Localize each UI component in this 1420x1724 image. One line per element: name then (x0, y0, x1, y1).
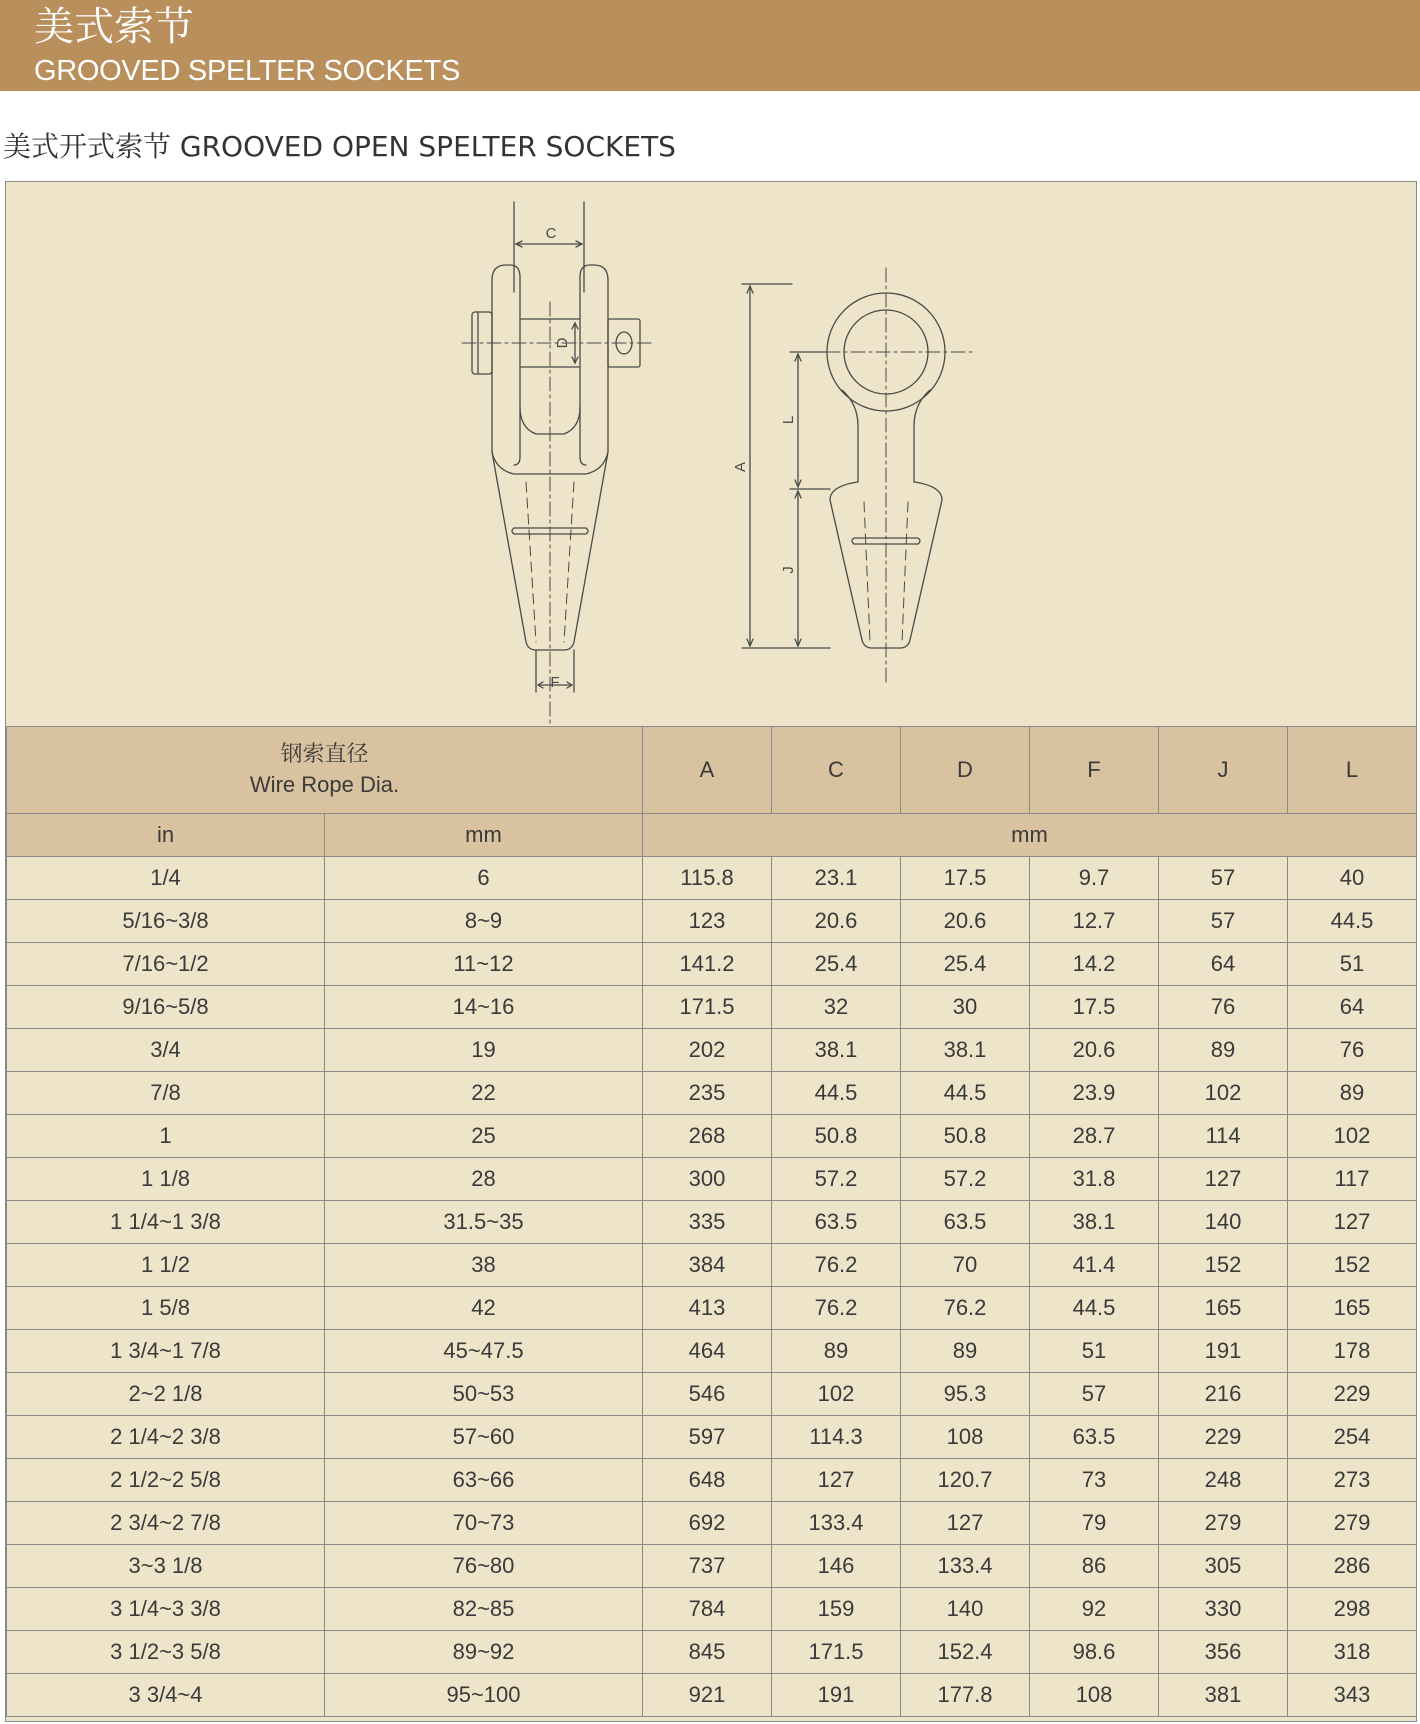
cell-c: 89 (772, 1330, 901, 1373)
cell-d: 76.2 (901, 1287, 1030, 1330)
cell-mm: 57~60 (325, 1416, 643, 1459)
cell-d: 133.4 (901, 1545, 1030, 1588)
cell-d: 70 (901, 1244, 1030, 1287)
cell-c: 25.4 (772, 943, 901, 986)
cell-c: 127 (772, 1459, 901, 1502)
cell-in: 3~3 1/8 (7, 1545, 325, 1588)
cell-d: 17.5 (901, 857, 1030, 900)
wire-rope-dia-en: Wire Rope Dia. (249, 772, 400, 797)
cell-a: 268 (643, 1115, 772, 1158)
cell-c: 76.2 (772, 1287, 901, 1330)
cell-c: 146 (772, 1545, 901, 1588)
cell-d: 25.4 (901, 943, 1030, 986)
cell-d: 152.4 (901, 1631, 1030, 1674)
cell-c: 44.5 (772, 1072, 901, 1115)
cell-c: 50.8 (772, 1115, 901, 1158)
cell-f: 14.2 (1030, 943, 1159, 986)
cell-j: 356 (1159, 1631, 1288, 1674)
cell-c: 32 (772, 986, 901, 1029)
cell-in: 3 1/2~3 5/8 (7, 1631, 325, 1674)
cell-f: 92 (1030, 1588, 1159, 1631)
cell-j: 89 (1159, 1029, 1288, 1072)
cell-a: 737 (643, 1545, 772, 1588)
cell-mm: 6 (325, 857, 643, 900)
cell-a: 784 (643, 1588, 772, 1631)
cell-a: 202 (643, 1029, 772, 1072)
cell-j: 248 (1159, 1459, 1288, 1502)
cell-d: 63.5 (901, 1201, 1030, 1244)
cell-a: 141.2 (643, 943, 772, 986)
cell-j: 76 (1159, 986, 1288, 1029)
cell-in: 1 3/4~1 7/8 (7, 1330, 325, 1373)
cell-in: 1 1/8 (7, 1158, 325, 1201)
cell-c: 20.6 (772, 900, 901, 943)
table-row (7, 1545, 1417, 1588)
cell-a: 921 (643, 1674, 772, 1717)
col-header-f: F (1030, 727, 1159, 814)
cell-f: 51 (1030, 1330, 1159, 1373)
cell-mm: 50~53 (325, 1373, 643, 1416)
cell-d: 127 (901, 1502, 1030, 1545)
cell-f: 12.7 (1030, 900, 1159, 943)
cell-a: 123 (643, 900, 772, 943)
cell-in: 1/4 (7, 857, 325, 900)
cell-c: 102 (772, 1373, 901, 1416)
cell-mm: 38 (325, 1244, 643, 1287)
cell-a: 384 (643, 1244, 772, 1287)
cell-in: 2 1/4~2 3/8 (7, 1416, 325, 1459)
header-title-cn: 美式索节 (34, 4, 194, 50)
cell-l: 89 (1288, 1072, 1417, 1115)
cell-j: 330 (1159, 1588, 1288, 1631)
cell-mm: 63~66 (325, 1459, 643, 1502)
cell-mm: 31.5~35 (325, 1201, 643, 1244)
table-row (7, 1416, 1417, 1459)
table-row (7, 1502, 1417, 1545)
cell-f: 31.8 (1030, 1158, 1159, 1201)
cell-j: 165 (1159, 1287, 1288, 1330)
cell-c: 159 (772, 1588, 901, 1631)
cell-j: 152 (1159, 1244, 1288, 1287)
header-banner (0, 0, 1420, 91)
cell-j: 279 (1159, 1502, 1288, 1545)
cell-a: 597 (643, 1416, 772, 1459)
cell-f: 41.4 (1030, 1244, 1159, 1287)
cell-a: 413 (643, 1287, 772, 1330)
col-header-a: A (643, 727, 772, 814)
cell-l: 343 (1288, 1674, 1417, 1717)
cell-mm: 11~12 (325, 943, 643, 986)
cell-a: 115.8 (643, 857, 772, 900)
technical-drawing (6, 182, 1416, 726)
wire-rope-dia-header (7, 727, 643, 814)
table-row (7, 1158, 1417, 1201)
cell-c: 57.2 (772, 1158, 901, 1201)
cell-l: 40 (1288, 857, 1417, 900)
cell-d: 20.6 (901, 900, 1030, 943)
table-row (7, 1244, 1417, 1287)
dim-label-f: F (550, 674, 560, 691)
cell-mm: 28 (325, 1158, 643, 1201)
cell-d: 108 (901, 1416, 1030, 1459)
spec-table-body (7, 857, 1417, 1717)
cell-d: 95.3 (901, 1373, 1030, 1416)
col-header-d: D (901, 727, 1030, 814)
cell-l: 102 (1288, 1115, 1417, 1158)
header-title-en: GROOVED SPELTER SOCKETS (34, 55, 461, 87)
cell-f: 28.7 (1030, 1115, 1159, 1158)
cell-a: 171.5 (643, 986, 772, 1029)
cell-c: 114.3 (772, 1416, 901, 1459)
dim-label-j: J (780, 566, 797, 574)
cell-l: 152 (1288, 1244, 1417, 1287)
cell-f: 98.6 (1030, 1631, 1159, 1674)
table-row (7, 943, 1417, 986)
cell-a: 845 (643, 1631, 772, 1674)
cell-mm: 89~92 (325, 1631, 643, 1674)
col-header-c: C (772, 727, 901, 814)
cell-f: 73 (1030, 1459, 1159, 1502)
cell-in: 1 5/8 (7, 1287, 325, 1330)
cell-in: 2~2 1/8 (7, 1373, 325, 1416)
cell-d: 30 (901, 986, 1030, 1029)
cell-in: 3 1/4~3 3/8 (7, 1588, 325, 1631)
cell-a: 335 (643, 1201, 772, 1244)
cell-j: 229 (1159, 1416, 1288, 1459)
dim-label-d: D (554, 337, 571, 349)
table-row (7, 1029, 1417, 1072)
cell-f: 79 (1030, 1502, 1159, 1545)
cell-mm: 25 (325, 1115, 643, 1158)
unit-header-dims: mm (643, 814, 1417, 857)
cell-c: 76.2 (772, 1244, 901, 1287)
cell-f: 17.5 (1030, 986, 1159, 1029)
cell-j: 381 (1159, 1674, 1288, 1717)
cell-in: 3 3/4~4 (7, 1674, 325, 1717)
cell-l: 127 (1288, 1201, 1417, 1244)
table-row (7, 857, 1417, 900)
cell-mm: 19 (325, 1029, 643, 1072)
cell-mm: 14~16 (325, 986, 643, 1029)
table-row (7, 1072, 1417, 1115)
cell-c: 23.1 (772, 857, 901, 900)
cell-mm: 42 (325, 1287, 643, 1330)
table-row (7, 1287, 1417, 1330)
unit-header-mm: mm (325, 814, 643, 857)
cell-d: 50.8 (901, 1115, 1030, 1158)
cell-l: 44.5 (1288, 900, 1417, 943)
cell-f: 38.1 (1030, 1201, 1159, 1244)
cell-in: 1 1/4~1 3/8 (7, 1201, 325, 1244)
dim-label-l: L (780, 415, 797, 425)
cell-in: 9/16~5/8 (7, 986, 325, 1029)
cell-d: 140 (901, 1588, 1030, 1631)
cell-j: 102 (1159, 1072, 1288, 1115)
cell-f: 20.6 (1030, 1029, 1159, 1072)
table-row (7, 1201, 1417, 1244)
socket-drawing-svg (6, 182, 1416, 726)
spec-table (6, 726, 1417, 1717)
cell-j: 57 (1159, 900, 1288, 943)
cell-in: 1 (7, 1115, 325, 1158)
cell-mm: 45~47.5 (325, 1330, 643, 1373)
cell-l: 165 (1288, 1287, 1417, 1330)
front-view-drawing (462, 202, 654, 726)
cell-mm: 22 (325, 1072, 643, 1115)
cell-l: 298 (1288, 1588, 1417, 1631)
dim-label-c: C (545, 225, 557, 242)
wire-rope-dia-cn: 钢索直径 (280, 742, 369, 767)
cell-j: 191 (1159, 1330, 1288, 1373)
cell-mm: 8~9 (325, 900, 643, 943)
cell-l: 51 (1288, 943, 1417, 986)
dim-label-a: A (732, 461, 749, 473)
table-row (7, 1631, 1417, 1674)
cell-in: 7/8 (7, 1072, 325, 1115)
unit-header-in: in (7, 814, 325, 857)
cell-j: 114 (1159, 1115, 1288, 1158)
cell-mm: 76~80 (325, 1545, 643, 1588)
cell-d: 38.1 (901, 1029, 1030, 1072)
table-row (7, 1330, 1417, 1373)
cell-c: 38.1 (772, 1029, 901, 1072)
cell-f: 44.5 (1030, 1287, 1159, 1330)
table-row (7, 1674, 1417, 1717)
cell-c: 171.5 (772, 1631, 901, 1674)
cell-c: 191 (772, 1674, 901, 1717)
cell-j: 127 (1159, 1158, 1288, 1201)
table-row (7, 1459, 1417, 1502)
cell-a: 300 (643, 1158, 772, 1201)
cell-a: 546 (643, 1373, 772, 1416)
cell-l: 254 (1288, 1416, 1417, 1459)
cell-a: 464 (643, 1330, 772, 1373)
cell-in: 1 1/2 (7, 1244, 325, 1287)
cell-f: 86 (1030, 1545, 1159, 1588)
table-row (7, 1373, 1417, 1416)
table-row (7, 1115, 1417, 1158)
cell-d: 120.7 (901, 1459, 1030, 1502)
cell-d: 177.8 (901, 1674, 1030, 1717)
product-subtitle: 美式开式索节 GROOVED OPEN SPELTER SOCKETS (3, 130, 676, 163)
table-row (7, 986, 1417, 1029)
cell-l: 64 (1288, 986, 1417, 1029)
cell-c: 63.5 (772, 1201, 901, 1244)
cell-mm: 70~73 (325, 1502, 643, 1545)
cell-mm: 82~85 (325, 1588, 643, 1631)
cell-d: 57.2 (901, 1158, 1030, 1201)
cell-a: 692 (643, 1502, 772, 1545)
cell-l: 279 (1288, 1502, 1417, 1545)
cell-f: 57 (1030, 1373, 1159, 1416)
table-row (7, 1588, 1417, 1631)
cell-j: 216 (1159, 1373, 1288, 1416)
cell-in: 2 3/4~2 7/8 (7, 1502, 325, 1545)
col-header-j: J (1159, 727, 1288, 814)
cell-f: 9.7 (1030, 857, 1159, 900)
cell-mm: 95~100 (325, 1674, 643, 1717)
cell-l: 76 (1288, 1029, 1417, 1072)
cell-a: 235 (643, 1072, 772, 1115)
cell-l: 286 (1288, 1545, 1417, 1588)
cell-l: 117 (1288, 1158, 1417, 1201)
cell-j: 140 (1159, 1201, 1288, 1244)
cell-a: 648 (643, 1459, 772, 1502)
cell-d: 89 (901, 1330, 1030, 1373)
cell-f: 108 (1030, 1674, 1159, 1717)
cell-j: 57 (1159, 857, 1288, 900)
side-view-drawing (742, 268, 972, 682)
table-row (7, 900, 1417, 943)
cell-d: 44.5 (901, 1072, 1030, 1115)
cell-l: 273 (1288, 1459, 1417, 1502)
cell-in: 3/4 (7, 1029, 325, 1072)
cell-l: 229 (1288, 1373, 1417, 1416)
cell-in: 5/16~3/8 (7, 900, 325, 943)
col-header-l: L (1288, 727, 1417, 814)
cell-in: 2 1/2~2 5/8 (7, 1459, 325, 1502)
cell-l: 178 (1288, 1330, 1417, 1373)
cell-c: 133.4 (772, 1502, 901, 1545)
cell-l: 318 (1288, 1631, 1417, 1674)
cell-j: 305 (1159, 1545, 1288, 1588)
cell-f: 63.5 (1030, 1416, 1159, 1459)
cell-in: 7/16~1/2 (7, 943, 325, 986)
cell-j: 64 (1159, 943, 1288, 986)
cell-f: 23.9 (1030, 1072, 1159, 1115)
